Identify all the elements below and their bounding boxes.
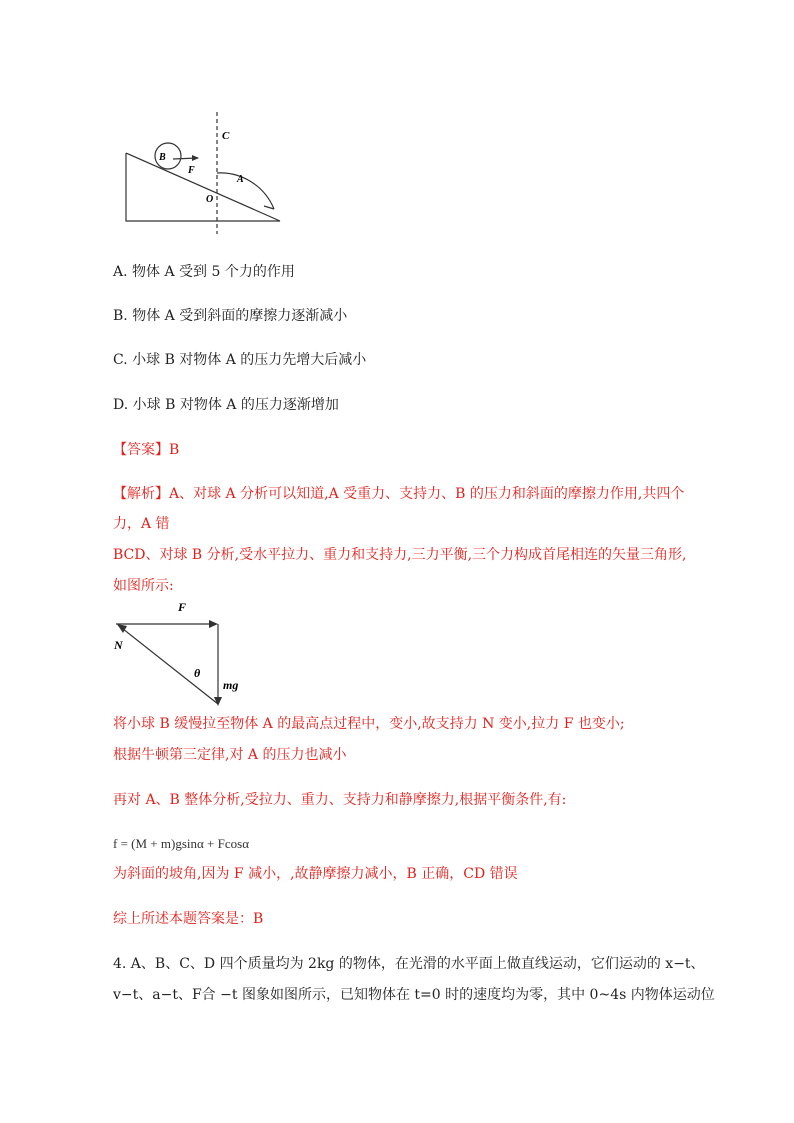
analysis-line-4: 如图所示: <box>113 578 174 594</box>
option-a: A. 物体 A 受到 5 个力的作用 <box>113 264 295 280</box>
answer-line: 【答案】B <box>113 442 180 458</box>
option-c: C. 小球 B 对物体 A 的压力先增大后减小 <box>113 352 367 368</box>
semicircle-a <box>217 173 274 209</box>
incline-outline <box>126 153 280 221</box>
label-a: A <box>237 174 244 185</box>
analysis-line-5: 将小球 B 缓慢拉至物体 A 的最高点过程中，变小,故支持力 N 变小,拉力 F 也变小; <box>113 716 625 732</box>
label-f: F <box>188 165 195 176</box>
option-d: D. 小球 B 对物体 A 的压力逐渐增加 <box>113 397 339 413</box>
analysis-line-2: 力，A 错 <box>113 516 170 532</box>
formula-line: f = (M + m)gsinα + Fcosα <box>113 836 250 851</box>
question-4-line-1: 4. A、B、C、D 四个质量均为 2kg 的物体，在光滑的水平面上做直线运动，它们运动的 x−t、 <box>113 956 705 972</box>
option-b: B. 物体 A 受到斜面的摩擦力逐渐减小 <box>113 308 348 324</box>
label-mg: mg <box>223 678 239 692</box>
analysis-line-6: 根据牛顿第三定律,对 A 的压力也减小 <box>113 747 347 763</box>
incline-figure <box>118 112 288 237</box>
vector-triangle-figure <box>108 598 258 710</box>
vector-n <box>118 625 218 704</box>
label-c: C <box>222 130 230 142</box>
analysis-line-3: BCD、对球 B 分析,受水平拉力、重力和支持力,三力平衡,三个力构成首尾相连的矢量三角形, <box>113 547 687 563</box>
label-f2: F <box>178 600 187 614</box>
question-4-line-2: v−t、a−t、F合 −t 图象如图所示，已知物体在 t=0 时的速度均为零，其中 0~4s 内物体运动位 <box>113 987 715 1003</box>
label-n: N <box>114 638 123 652</box>
analysis-line-8: 为斜面的坡角,因为 F 减小，,故静摩擦力减小，B 正确，CD 错误 <box>113 866 518 882</box>
summary-line: 综上所述本题答案是：B <box>113 911 264 927</box>
analysis-line-1: 【解析】A、对球 A 分析可以知道,A 受重力、支持力、B 的压力和斜面的摩擦力作用,共四个 <box>113 486 685 502</box>
label-b: B <box>159 152 166 163</box>
label-o: O <box>206 194 214 205</box>
analysis-line-7: 再对 A、B 整体分析,受拉力、重力、支持力和静摩擦力,根据平衡条件,有: <box>113 792 567 808</box>
label-theta: θ <box>194 666 201 680</box>
